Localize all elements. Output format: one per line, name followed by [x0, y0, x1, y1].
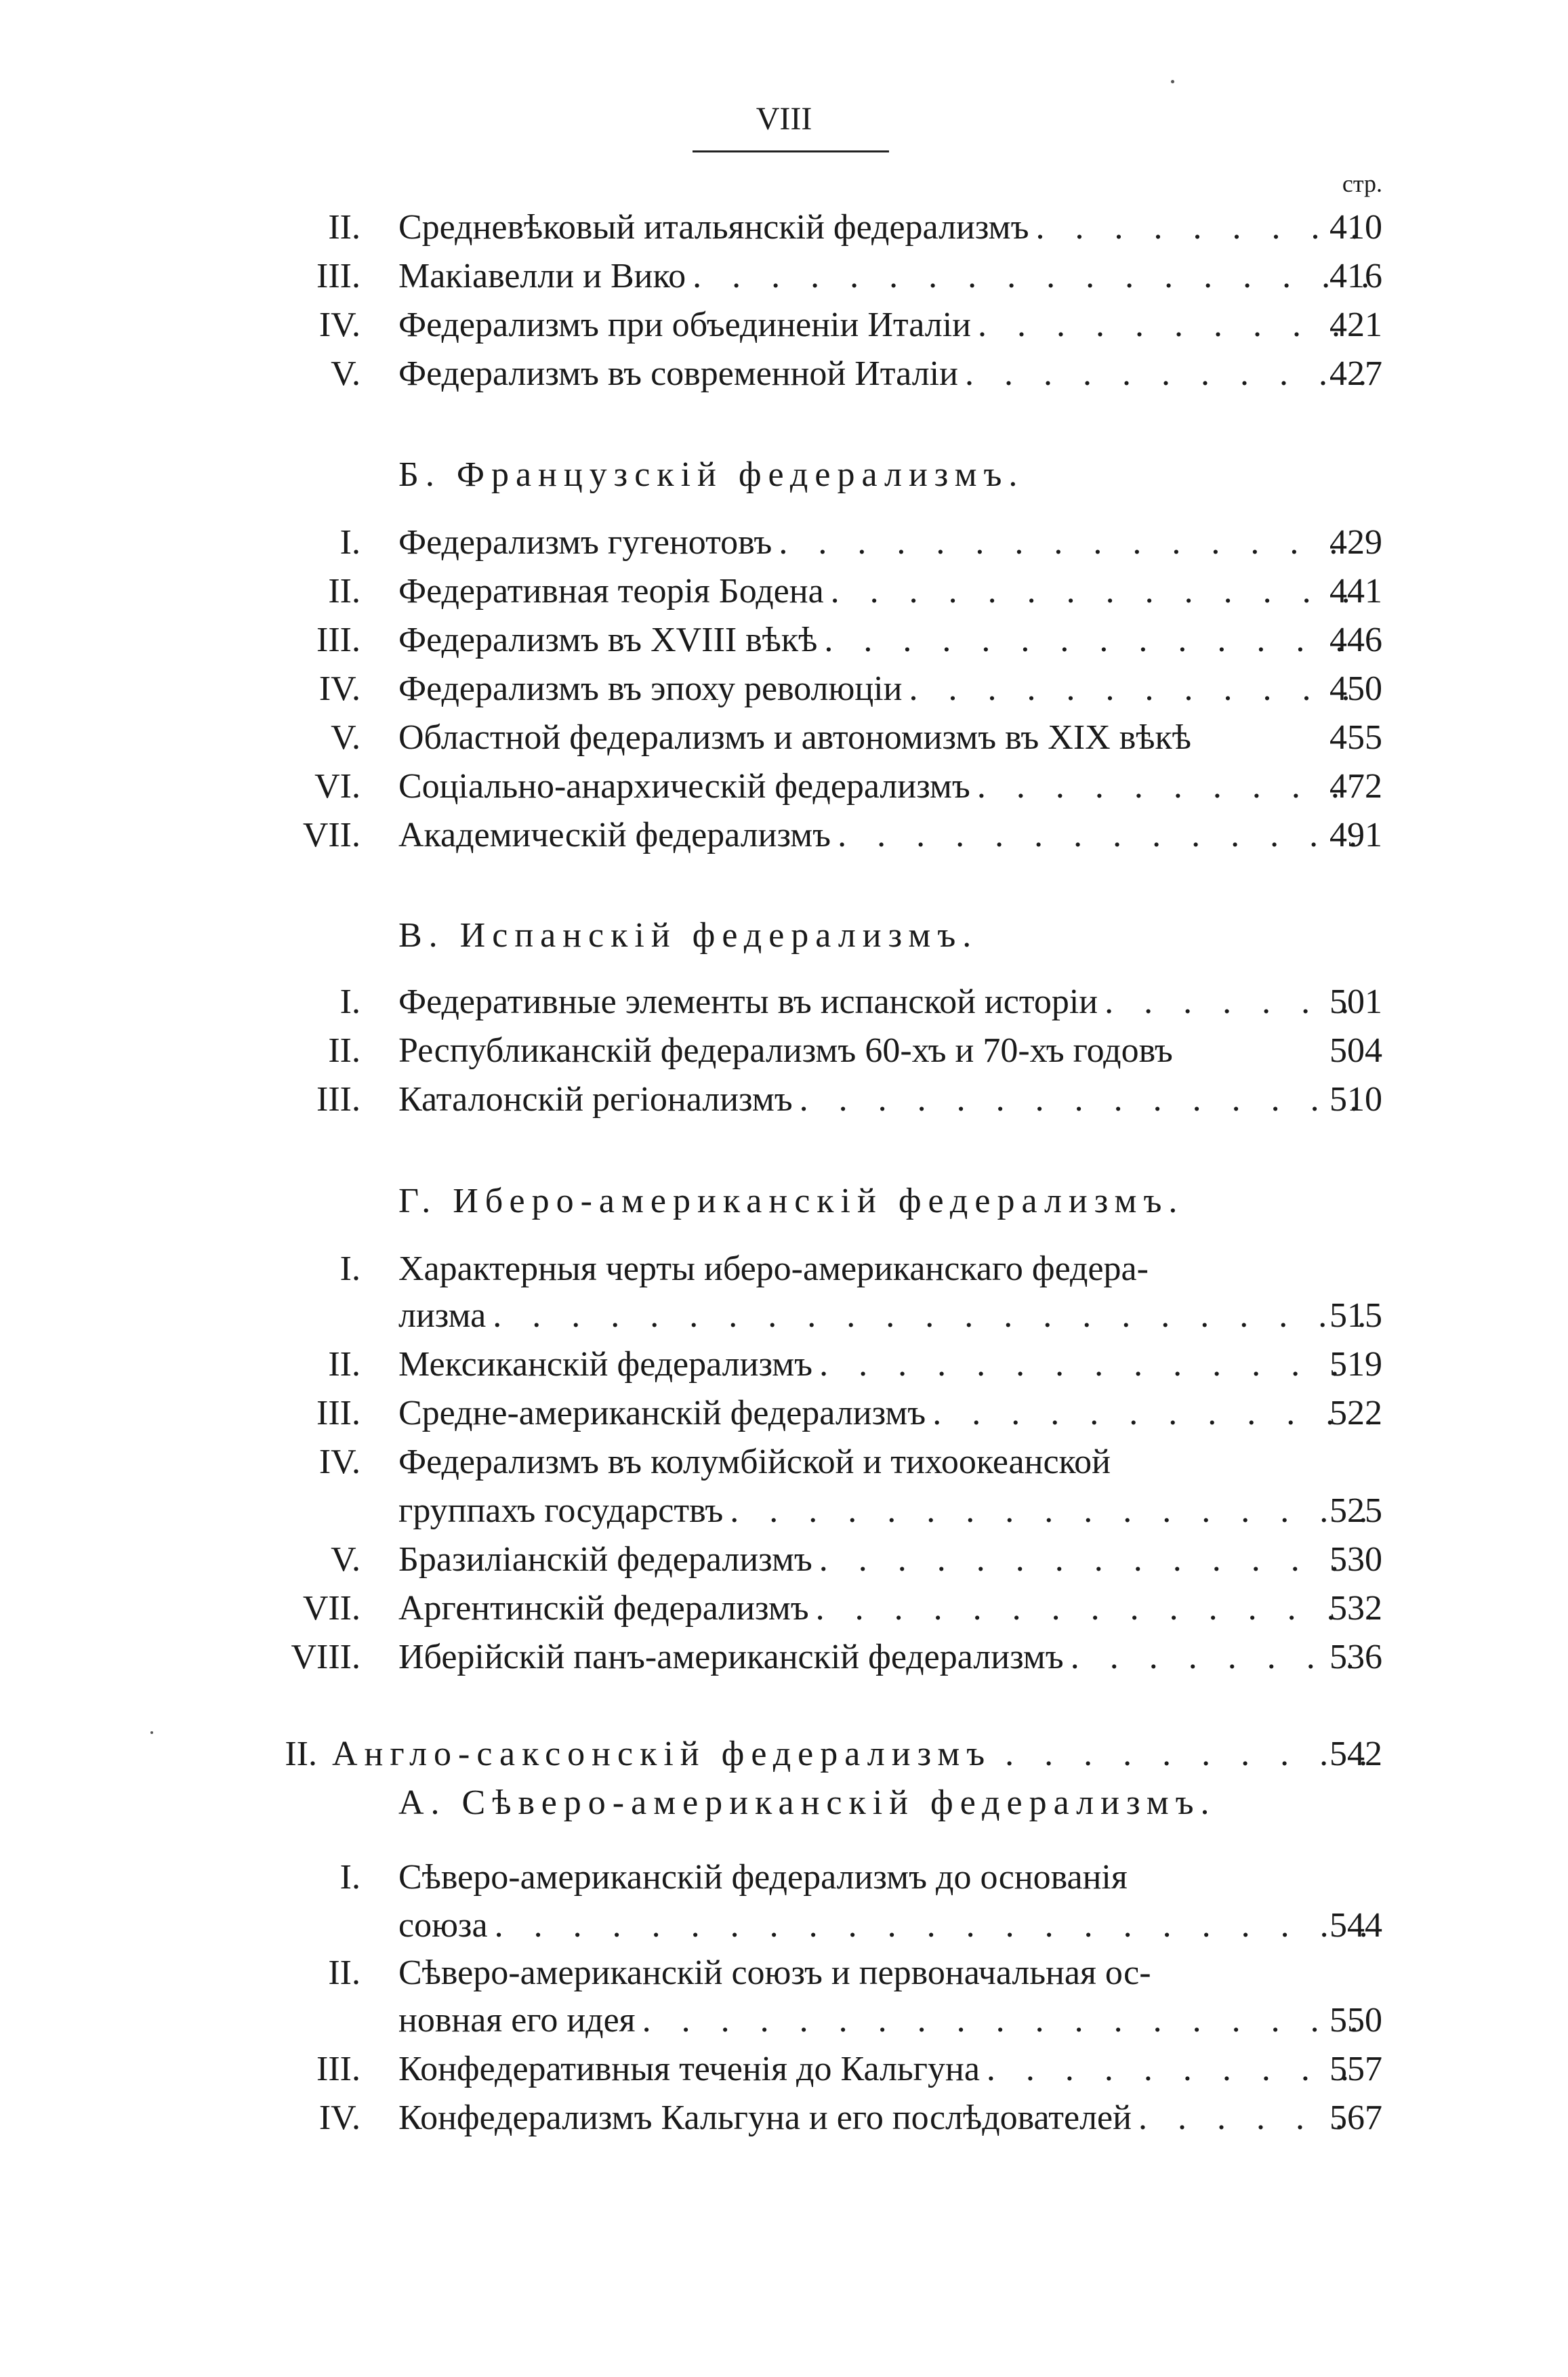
entry-number: IV.: [318, 2099, 360, 2137]
entry-number: IV.: [318, 669, 360, 708]
entry-page: 416: [1329, 257, 1382, 295]
entry-page: 429: [1329, 523, 1382, 562]
entry-title: Конфедерализмъ Кальгуна и его послѣдователей . . .: [398, 2094, 1370, 2143]
entry-page: 421: [1329, 306, 1382, 344]
entry-title: Республиканскій федерализмъ 60-хъ и 70-хъ годовъ: [398, 1031, 1173, 1070]
entry-title: Федеративная теорія Бодена . . .: [398, 567, 1370, 616]
entry-title: Иберійскій панъ-американскій федерализмъ . . .: [398, 1633, 1370, 1682]
entry-number: I.: [339, 523, 360, 562]
toc-entry[interactable]: [0, 1853, 1568, 1902]
entry-title: Мексиканскій федерализмъ . . .: [398, 1340, 1370, 1389]
entry-title: Областной федерализмъ и автономизмъ въ XIX вѣкѣ: [398, 718, 1191, 757]
entry-number: I.: [339, 1249, 360, 1288]
toc-entry[interactable]: [0, 1075, 1568, 1124]
section-heading-ibero-american: Г. Иберо-американскій федерализмъ.: [398, 1182, 1184, 1220]
entry-page: 536: [1329, 1638, 1382, 1676]
toc-entry[interactable]: [0, 1027, 1568, 1075]
toc-entry[interactable]: [0, 2045, 1568, 2094]
entry-number: V.: [331, 354, 360, 393]
entry-number: IV.: [318, 306, 360, 344]
section-heading-north-american: А. Сѣверо-американскій федерализмъ.: [398, 1783, 1216, 1822]
section-heading-spanish: В. Испанскій федерализмъ.: [398, 916, 978, 955]
toc-part[interactable]: [0, 1730, 1568, 1779]
entry-page: 491: [1329, 816, 1382, 854]
toc-entry-continuation[interactable]: [0, 1291, 1568, 1340]
entry-number: III.: [316, 1394, 360, 1432]
entry-title: Средне-американскій федерализмъ . . .: [398, 1389, 1370, 1438]
part-number: II.: [285, 1735, 317, 1773]
entry-page: 446: [1329, 621, 1382, 659]
entry-page: 510: [1329, 1080, 1382, 1119]
entry-page: 501: [1329, 983, 1382, 1021]
entry-title: Федерализмъ въ современной Италіи . . .: [398, 350, 1370, 398]
entry-title: Федерализмъ въ эпоху революціи . . .: [398, 665, 1370, 714]
entry-title: Средневѣковый итальянскій федерализмъ . . .: [398, 203, 1370, 252]
entry-number: V.: [331, 1540, 360, 1579]
entry-page: 567: [1329, 2099, 1382, 2137]
toc-entry[interactable]: [0, 978, 1568, 1027]
entry-title: Аргентинскій федерализмъ . . .: [398, 1584, 1370, 1633]
entry-page: 522: [1329, 1394, 1382, 1432]
entry-page: 544: [1329, 1906, 1382, 1945]
entry-page: 504: [1329, 1031, 1382, 1070]
entry-title: Макіавелли и Вико . . .: [398, 252, 1370, 301]
entry-title: Федерализмъ въ XVIII вѣкѣ . . .: [398, 616, 1370, 665]
toc-entry[interactable]: [0, 350, 1568, 398]
entry-title: Федерализмъ при объединеніи Италіи . . .: [398, 301, 1370, 350]
toc-entry[interactable]: [0, 567, 1568, 616]
entry-title: Федерализмъ въ колумбійской и тихоокеанской: [398, 1443, 1111, 1481]
entry-page: 532: [1329, 1589, 1382, 1628]
entry-number: II.: [328, 572, 360, 611]
entry-page: 515: [1329, 1296, 1382, 1335]
entry-number: VI.: [314, 767, 360, 806]
entry-number: VII.: [302, 816, 360, 854]
toc-entry[interactable]: [0, 616, 1568, 665]
toc-entry[interactable]: [0, 714, 1568, 762]
toc-entry[interactable]: [0, 1340, 1568, 1389]
toc-entry[interactable]: [0, 665, 1568, 714]
toc-entry-continuation[interactable]: [0, 1901, 1568, 1950]
page-number: VIII: [756, 101, 812, 137]
toc-entry[interactable]: [0, 1584, 1568, 1633]
toc-entry[interactable]: [0, 1389, 1568, 1438]
entry-title-continued: новная его идея . . .: [398, 1996, 1370, 2045]
page-column-label: стр.: [1342, 170, 1382, 197]
entry-page: 450: [1329, 669, 1382, 708]
entry-page: 550: [1329, 2001, 1382, 2040]
entry-page: 410: [1329, 208, 1382, 247]
toc-entry-continuation[interactable]: [0, 1996, 1568, 2045]
entry-title: Федерализмъ гугенотовъ . . .: [398, 518, 1370, 567]
toc-entry[interactable]: [0, 2094, 1568, 2143]
entry-page: 525: [1329, 1491, 1382, 1530]
entry-page: 455: [1329, 718, 1382, 757]
toc-entry[interactable]: [0, 1633, 1568, 1682]
entry-title-continued: лизма . . .: [398, 1291, 1370, 1340]
entry-number: VIII.: [291, 1638, 360, 1676]
entry-number: III.: [316, 1080, 360, 1119]
entry-number: III.: [316, 257, 360, 295]
header-rule: [693, 150, 889, 152]
section-heading-french: Б. Французскій федерализмъ.: [398, 455, 1025, 494]
toc-entry[interactable]: [0, 1438, 1568, 1487]
entry-number: V.: [331, 718, 360, 757]
toc-entry[interactable]: [0, 1535, 1568, 1584]
entry-number: II.: [328, 1345, 360, 1384]
entry-title: Сѣверо-американскій союзъ и первоначальная ос-: [398, 1954, 1151, 1992]
toc-entry[interactable]: [0, 518, 1568, 567]
entry-number: III.: [316, 621, 360, 659]
entry-title: Соціально-анархическій федерализмъ . . .: [398, 762, 1370, 811]
entry-page: 472: [1329, 767, 1382, 806]
toc-entry[interactable]: [0, 811, 1568, 860]
toc-entry[interactable]: [0, 1949, 1568, 1998]
entry-title-continued: группахъ государствъ . . .: [398, 1487, 1370, 1535]
entry-title: Федеративные элементы въ испанской исторіи . . .: [398, 978, 1370, 1027]
entry-page: 427: [1329, 354, 1382, 393]
toc-entry[interactable]: [0, 1245, 1568, 1294]
entry-number: IV.: [318, 1443, 360, 1481]
entry-number: III.: [316, 2050, 360, 2088]
toc-entry-continuation[interactable]: [0, 1487, 1568, 1535]
entry-title-continued: союза . . .: [398, 1901, 1370, 1950]
part-page: 542: [1329, 1735, 1382, 1773]
entry-title: Академическій федерализмъ . . .: [398, 811, 1370, 860]
entry-number: II.: [328, 1031, 360, 1070]
entry-page: 530: [1329, 1540, 1382, 1579]
entry-title: Бразиліанскій федерализмъ . . .: [398, 1535, 1370, 1584]
entry-number: II.: [328, 1954, 360, 1992]
entry-number: I.: [339, 1858, 360, 1897]
toc-entry[interactable]: [0, 252, 1568, 301]
toc-entry[interactable]: [0, 762, 1568, 811]
entry-title: Конфедеративныя теченія до Кальгуна . . .: [398, 2045, 1370, 2094]
toc-entry[interactable]: [0, 203, 1568, 252]
scan-mark: [1171, 80, 1174, 83]
entry-page: 557: [1329, 2050, 1382, 2088]
part-heading: Англо-саксонскій федерализмъ . . .: [332, 1730, 1370, 1779]
toc-entry[interactable]: [0, 301, 1568, 350]
scan-mark: [150, 1731, 153, 1734]
entry-page: 441: [1329, 572, 1382, 611]
entry-title: Сѣверо-американскій федерализмъ до основанія: [398, 1858, 1128, 1897]
entry-number: VII.: [302, 1589, 360, 1628]
entry-number: II.: [328, 208, 360, 247]
entry-page: 519: [1329, 1345, 1382, 1384]
entry-title: Характерныя черты иберо-американскаго федера-: [398, 1249, 1149, 1288]
entry-title: Каталонскій регіонализмъ . . .: [398, 1075, 1370, 1124]
entry-number: I.: [339, 983, 360, 1021]
